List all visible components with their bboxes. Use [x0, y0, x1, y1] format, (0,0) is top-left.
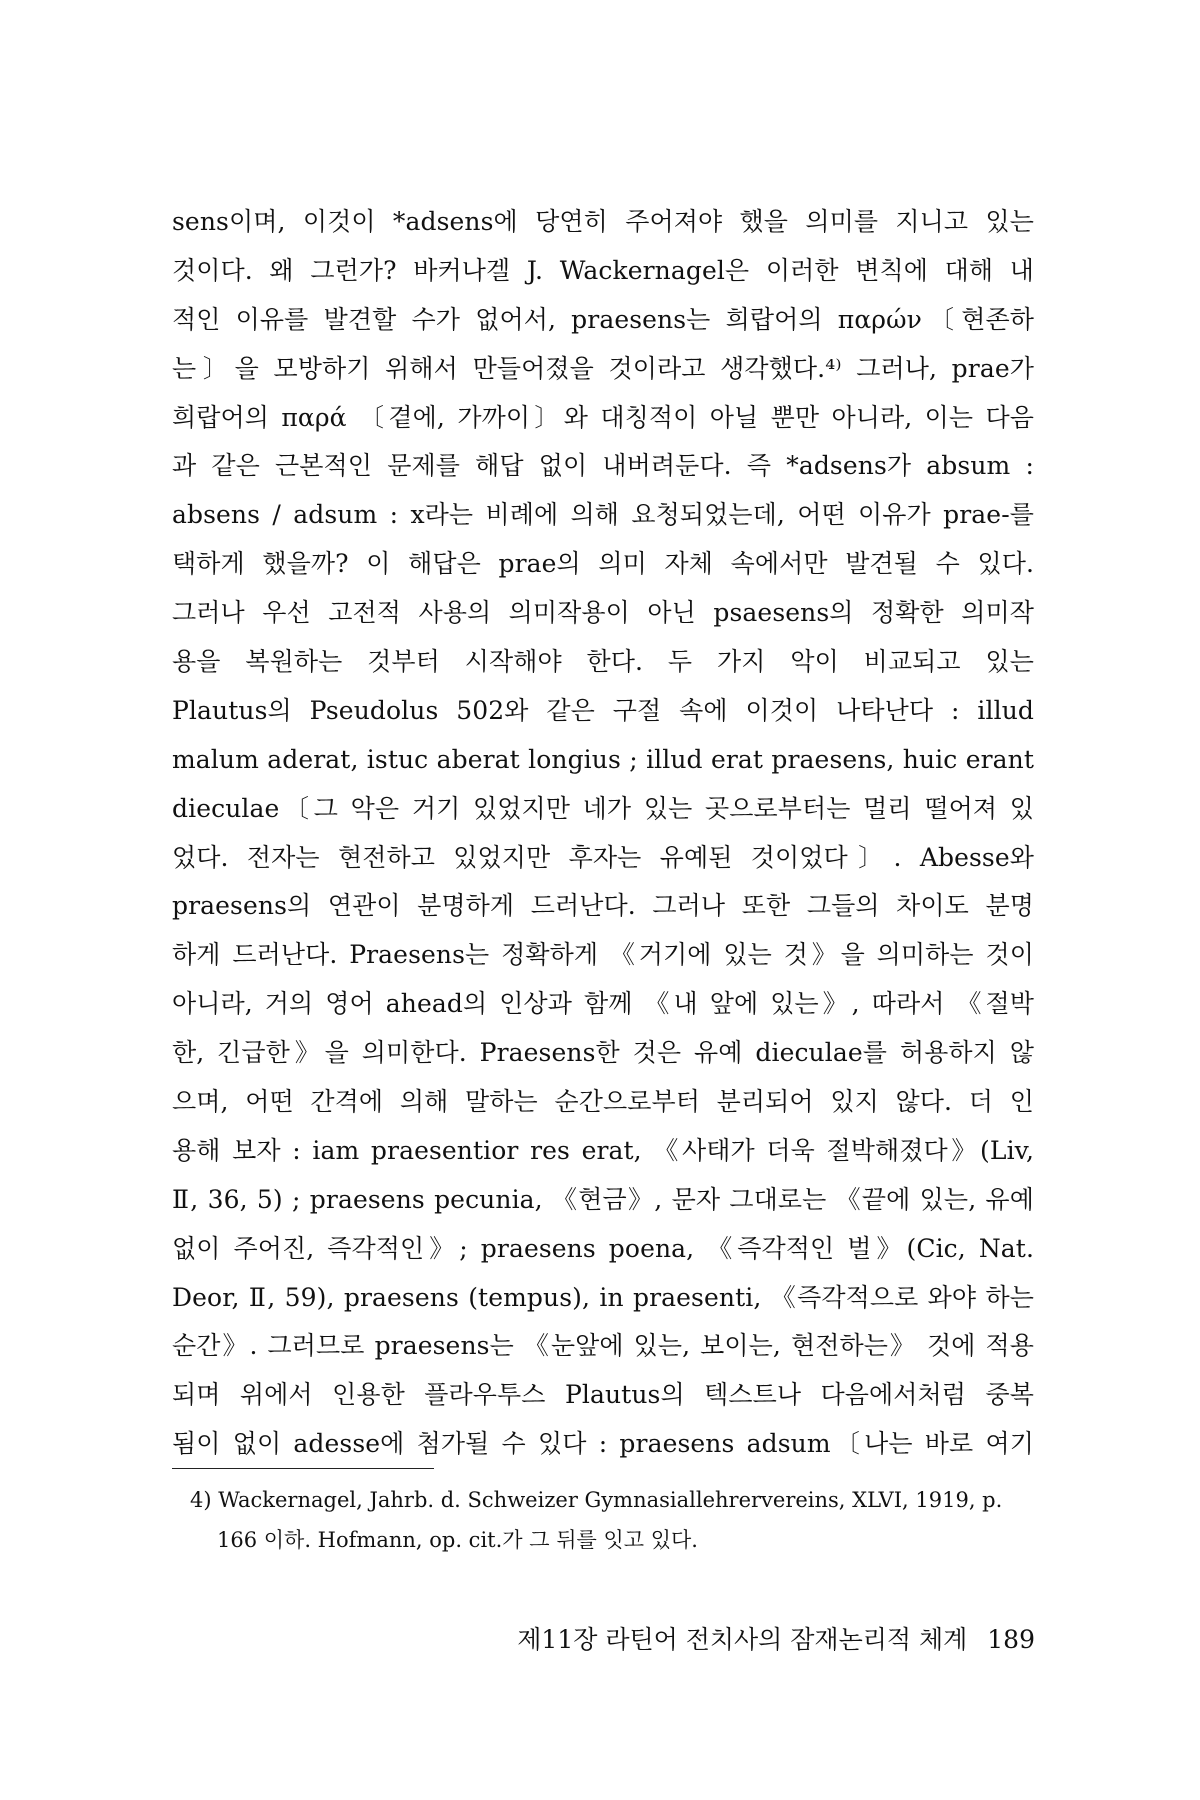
text-line: 됨이 없이 adesse에 첨가될 수 있다 : praesens adsum〔나는 바로 여기 — [172, 1429, 1034, 1459]
text-line: 는〕을 모방하기 위해서 만들어졌을 것이라고 생각했다.⁴⁾ 그러나, prae가 — [172, 353, 1034, 383]
text-line: Plautus의 Pseudolus 502와 같은 구절 속에 이것이 나타난다 : illud — [172, 695, 1034, 725]
running-footer — [445, 1620, 1035, 1656]
text-line: 되며 위에서 인용한 플라우투스 Plautus의 텍스트나 다음에서처럼 중복 — [172, 1380, 1034, 1410]
page-number: 189 — [987, 1625, 1035, 1654]
text-line: 택하게 했을까? 이 해답은 prae의 의미 자체 속에서만 발견될 수 있다. — [172, 549, 1034, 579]
text-line: 한, 긴급한》을 의미한다. Praesens한 것은 유예 dieculae를 허용하지 않 — [172, 1038, 1034, 1068]
footnote-line: 166 이하. Hofmann, op. cit.가 그 뒤를 잇고 있다. — [217, 1528, 698, 1552]
text-line: dieculae〔그 악은 거기 있었지만 네가 있는 곳으로부터는 멀리 떨어져 있 — [172, 793, 1034, 823]
text-line: 희랍어의 παρά 〔곁에, 가까이〕와 대칭적이 아닐 뿐만 아니라, 이는 다음 — [172, 402, 1034, 432]
text-line: 하게 드러난다. Praesens는 정확하게 《거기에 있는 것》을 의미하는 것이 — [172, 940, 1034, 970]
chapter-title: 제11장 라틴어 전치사의 잠재논리적 체계 — [517, 1625, 968, 1654]
footnote-line: 4) Wackernagel, Jahrb. d. Schweizer Gymnasiallehrervereins, XLVI, 1919, p. — [190, 1488, 1003, 1512]
text-line: 으며, 어떤 간격에 의해 말하는 순간으로부터 분리되어 있지 않다. 더 인 — [172, 1087, 1034, 1117]
text-line: praesens의 연관이 분명하게 드러난다. 그러나 또한 그들의 차이도 분명 — [172, 891, 1034, 921]
text-line: 용을 복원하는 것부터 시작해야 한다. 두 가지 악이 비교되고 있는 — [172, 647, 1034, 677]
text-line: 없이 주어진, 즉각적인》; praesens poena, 《즉각적인 벌》(Cic, Nat. — [172, 1233, 1034, 1263]
text-line: sens이며, 이것이 *adsens에 당연히 주어져야 했을 의미를 지니고 있는 — [172, 207, 1034, 236]
footnote — [190, 1480, 1034, 1560]
text-line: 그러나 우선 고전적 사용의 의미작용이 아닌 psaesens의 정확한 의미작 — [172, 598, 1034, 628]
text-line: malum aderat, istuc aberat longius ; illud erat praesens, huic erant — [172, 744, 1034, 774]
text-line: 과 같은 근본적인 문제를 해답 없이 내버려둔다. 즉 *adsens가 absum : — [172, 451, 1034, 481]
text-line: 적인 이유를 발견할 수가 없어서, praesens는 희랍어의 παρών〔현존하 — [172, 304, 1034, 334]
text-line: 순간》. 그러므로 praesens는 《눈앞에 있는, 보이는, 현전하는》 것에 적용 — [172, 1331, 1034, 1361]
text-line: 아니라, 거의 영어 ahead의 인상과 함께 《내 앞에 있는》, 따라서 《절박 — [172, 989, 1034, 1019]
text-line: Deor, Ⅱ, 59), praesens (tempus), in praesenti, 《즉각적으로 와야 하는 — [172, 1282, 1034, 1312]
text-line: 용해 보자 : iam praesentior res erat, 《사태가 더욱 절박해졌다》(Liv, — [172, 1135, 1034, 1165]
text-line: 었다. 전자는 현전하고 있었지만 후자는 유예된 것이었다〕. Abesse와 — [172, 842, 1034, 872]
text-line: absens / adsum : x라는 비례에 의해 요청되었는데, 어떤 이유가 prae-를 — [172, 500, 1034, 530]
body-text — [172, 198, 1034, 1469]
footnote-divider — [172, 1468, 434, 1469]
text-line: Ⅱ, 36, 5) ; praesens pecunia, 《현금》, 문자 그대로는 《끝에 있는, 유예 — [172, 1184, 1034, 1214]
text-line: 것이다. 왜 그런가? 바커나겔 J. Wackernagel은 이러한 변칙에 대해 내 — [172, 255, 1034, 285]
